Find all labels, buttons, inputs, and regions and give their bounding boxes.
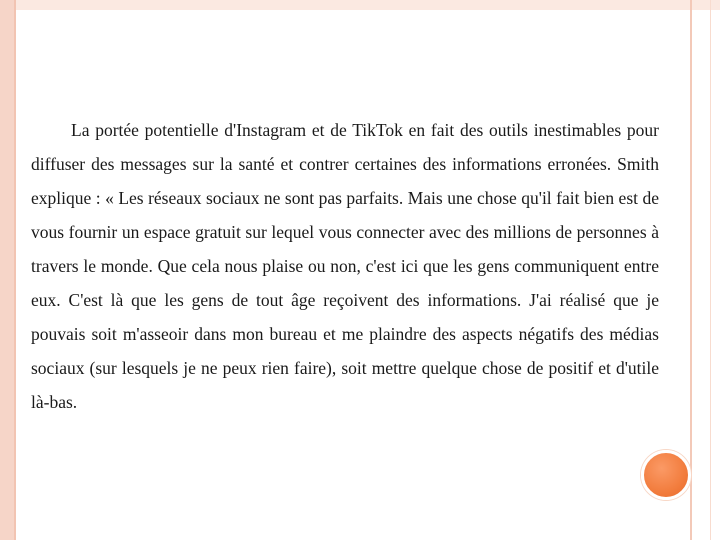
orange-circle-decoration — [641, 450, 691, 500]
right-border-line — [690, 0, 692, 540]
left-border-line — [14, 0, 16, 540]
body-paragraph: La portée potentielle d'Instagram et de TikTok en fait des outils inestimables pour diffuser des messages sur la santé et contrer certaines des informations erronées. Smith explique : « Les réseaux sociaux ne sont pas parfaits. Mais une chose qu'il fait bien est de vous fournir un espace gratuit sur lequel vous connecter avec des millions de personnes à travers le monde. Que cela nous plaise ou non, c'est ici que les gens communiquent entre eux. C'est là que les gens de tout âge reçoivent des informations. J'ai réalisé que je pouvais soit m'asseoir dans mon bureau et me plaindre des aspects négatifs des médias sociaux (sur lesquels je ne peux rien faire), soit mettre quelque chose de positif et d'utile là-bas. — [31, 120, 659, 412]
right-border-line-outer — [710, 0, 711, 540]
top-border-bar — [16, 0, 720, 10]
left-border-bar — [0, 0, 14, 540]
